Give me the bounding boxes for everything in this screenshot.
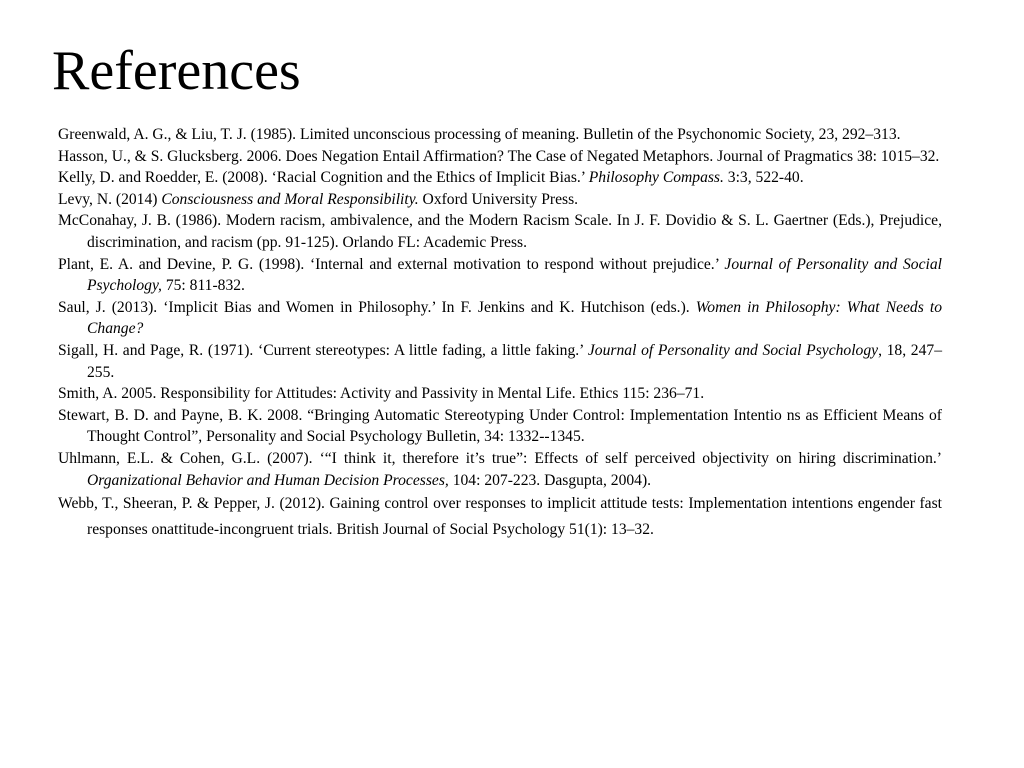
reference-text: Sigall, H. and Page, R. (1971). ‘Current stereotypes: A little fading, a little faking.’: [58, 341, 588, 359]
reference-item: [58, 167, 942, 189]
reference-text: Kelly, D. and Roedder, E. (2008). ‘Racial Cognition and the Ethics of Implicit Bias.’: [58, 169, 589, 187]
reference-text: Webb, T., Sheeran, P. & Pepper, J. (2012). Gaining control over responses to implicit attitude tests: Implementation intentions engender fast responses onattitude-incongruent trials. British Journal of Social Psychology 51(1): 13–32.: [58, 495, 942, 539]
reference-italic-text: Women in Philosophy: What Needs to Change?: [87, 298, 942, 338]
reference-item: [58, 124, 942, 146]
reference-text: 104: 207-223. Dasgupta, 2004).: [448, 471, 652, 489]
reference-list: [58, 124, 942, 543]
reference-item: [58, 146, 942, 168]
reference-text: Stewart, B. D. and Payne, B. K. 2008. “Bringing Automatic Stereotyping Under Control: Implementation Intentio ns as Efficient Means of Thought Control”, Personality and Social Psychology Bulletin, 34: 1332--1345.: [58, 406, 942, 446]
reference-italic-text: Organizational Behavior and Human Decision Processes,: [87, 471, 449, 489]
reference-text: Hasson, U., & S. Glucksberg. 2006. Does Negation Entail Affirmation? The Case of Negated Metaphors. Journal of Pragmatics 38: 1015–32.: [58, 147, 940, 165]
reference-item: [58, 210, 942, 253]
reference-text: 75: 811-832.: [161, 277, 245, 295]
reference-italic-text: Consciousness and Moral Responsibility.: [161, 190, 419, 208]
reference-text: Plant, E. A. and Devine, P. G. (1998). ‘Internal and external motivation to respond without prejudice.’: [58, 255, 725, 273]
reference-italic-text: Journal of Personality and Social Psychology,: [87, 255, 942, 295]
reference-italic-text: Philosophy Compass.: [588, 169, 724, 187]
reference-item: [58, 297, 942, 340]
reference-italic-text: Journal of Personality and Social Psychology: [587, 341, 879, 359]
reference-item: [58, 254, 942, 297]
reference-text: Smith, A. 2005. Responsibility for Attitudes: Activity and Passivity in Mental Life. Ethics 115: 236–71.: [58, 385, 705, 403]
reference-text: Uhlmann, E.L. & Cohen, G.L. (2007). ‘“I think it, therefore it’s true”: Effects of self perceived objectivity on hiring discrimination.’: [58, 449, 942, 467]
reference-text: McConahay, J. B. (1986). Modern racism, ambivalence, and the Modern Racism Scale. In J. F. Dovidio & S. L. Gaertner (Eds.), Prejudice, discrimination, and racism (pp. 91-125). Orlando FL: Academic Press.: [58, 212, 942, 251]
reference-text: Oxford University Press.: [418, 190, 579, 208]
reference-text: , 18, 247–255.: [87, 341, 942, 381]
reference-item: [58, 383, 942, 405]
reference-text: Saul, J. (2013). ‘Implicit Bias and Women in Philosophy.’ In F. Jenkins and K. Hutchison (eds.).: [58, 298, 696, 316]
reference-item: [58, 189, 942, 211]
reference-item: [58, 491, 942, 543]
reference-item: [58, 405, 942, 448]
reference-item: [58, 340, 942, 383]
reference-text: Levy, N. (2014): [58, 190, 162, 208]
reference-text: 3:3, 522-40.: [723, 169, 804, 187]
slide-title: References: [52, 40, 301, 102]
reference-item: [58, 448, 942, 491]
reference-text: Greenwald, A. G., & Liu, T. J. (1985). Limited unconscious processing of meaning. Bulletin of the Psychonomic Society, 23, 292–313.: [58, 126, 901, 143]
